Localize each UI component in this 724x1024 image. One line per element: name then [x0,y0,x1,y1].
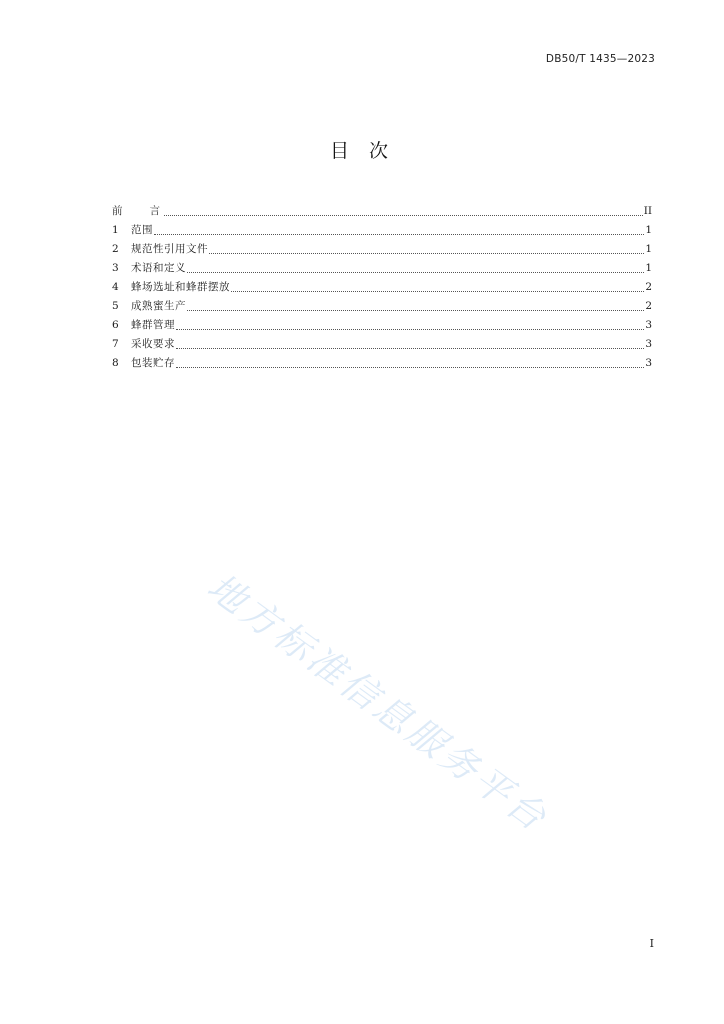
toc-entry-label: 蜂群管理 [131,319,175,331]
toc-entry-page: II [643,205,652,217]
toc-entry-number: 5 [112,300,119,312]
toc-entry-number: 8 [112,357,119,369]
toc-entry-3[interactable] [112,259,652,278]
toc-entry-6[interactable] [112,316,652,335]
toc-leader-dots [209,252,644,254]
toc-leader-dots [164,214,643,216]
toc-leader-dots [176,328,644,330]
toc-leader-dots [176,347,644,349]
toc-entry-label: 范围 [131,224,153,236]
toc-entry-page: 1 [645,243,652,255]
toc-entry-number: 7 [112,338,119,350]
toc-entry-page: 1 [645,262,652,274]
toc-entry-page: 3 [645,357,652,369]
toc-list [112,202,652,373]
toc-leader-dots [231,290,644,292]
toc-entry-page: 3 [645,319,652,331]
toc-entry-number: 6 [112,319,119,331]
toc-entry-label: 蜂场选址和蜂群摆放 [131,281,230,293]
toc-leader-dots [187,309,644,311]
toc-entry-page: 3 [645,338,652,350]
toc-leader-dots [154,233,644,235]
toc-entry-8[interactable] [112,354,652,373]
toc-entry-label: 成熟蜜生产 [131,300,186,312]
toc-entry-number: 2 [112,243,119,255]
toc-entry-label: 采收要求 [131,338,175,350]
toc-entry-foreword[interactable] [112,202,652,221]
toc-entry-page: 2 [645,281,652,293]
page-number: I [649,937,654,950]
toc-entry-number: 3 [112,262,119,274]
toc-entry-label: 术语和定义 [131,262,186,274]
toc-entry-7[interactable] [112,335,652,354]
toc-title-part1: 目 [329,140,355,162]
toc-entry-page: 2 [645,300,652,312]
toc-entry-label: 规范性引用文件 [131,243,208,255]
toc-entry-1[interactable] [112,221,652,240]
toc-leader-dots [176,366,644,368]
toc-entry-page: 1 [645,224,652,236]
toc-title [0,136,724,163]
toc-entry-number: 4 [112,281,119,293]
document-code: DB50/T 1435—2023 [545,53,655,65]
toc-entry-5[interactable] [112,297,652,316]
toc-entry-label: 前言 [112,205,187,217]
toc-entry-2[interactable] [112,240,652,259]
toc-entry-label: 包装贮存 [131,357,175,369]
toc-entry-4[interactable] [112,278,652,297]
toc-entry-number: 1 [112,224,119,236]
toc-leader-dots [187,271,644,273]
watermark: 地方标准信息服务平台 [199,564,557,841]
toc-title-part2: 次 [369,140,395,162]
